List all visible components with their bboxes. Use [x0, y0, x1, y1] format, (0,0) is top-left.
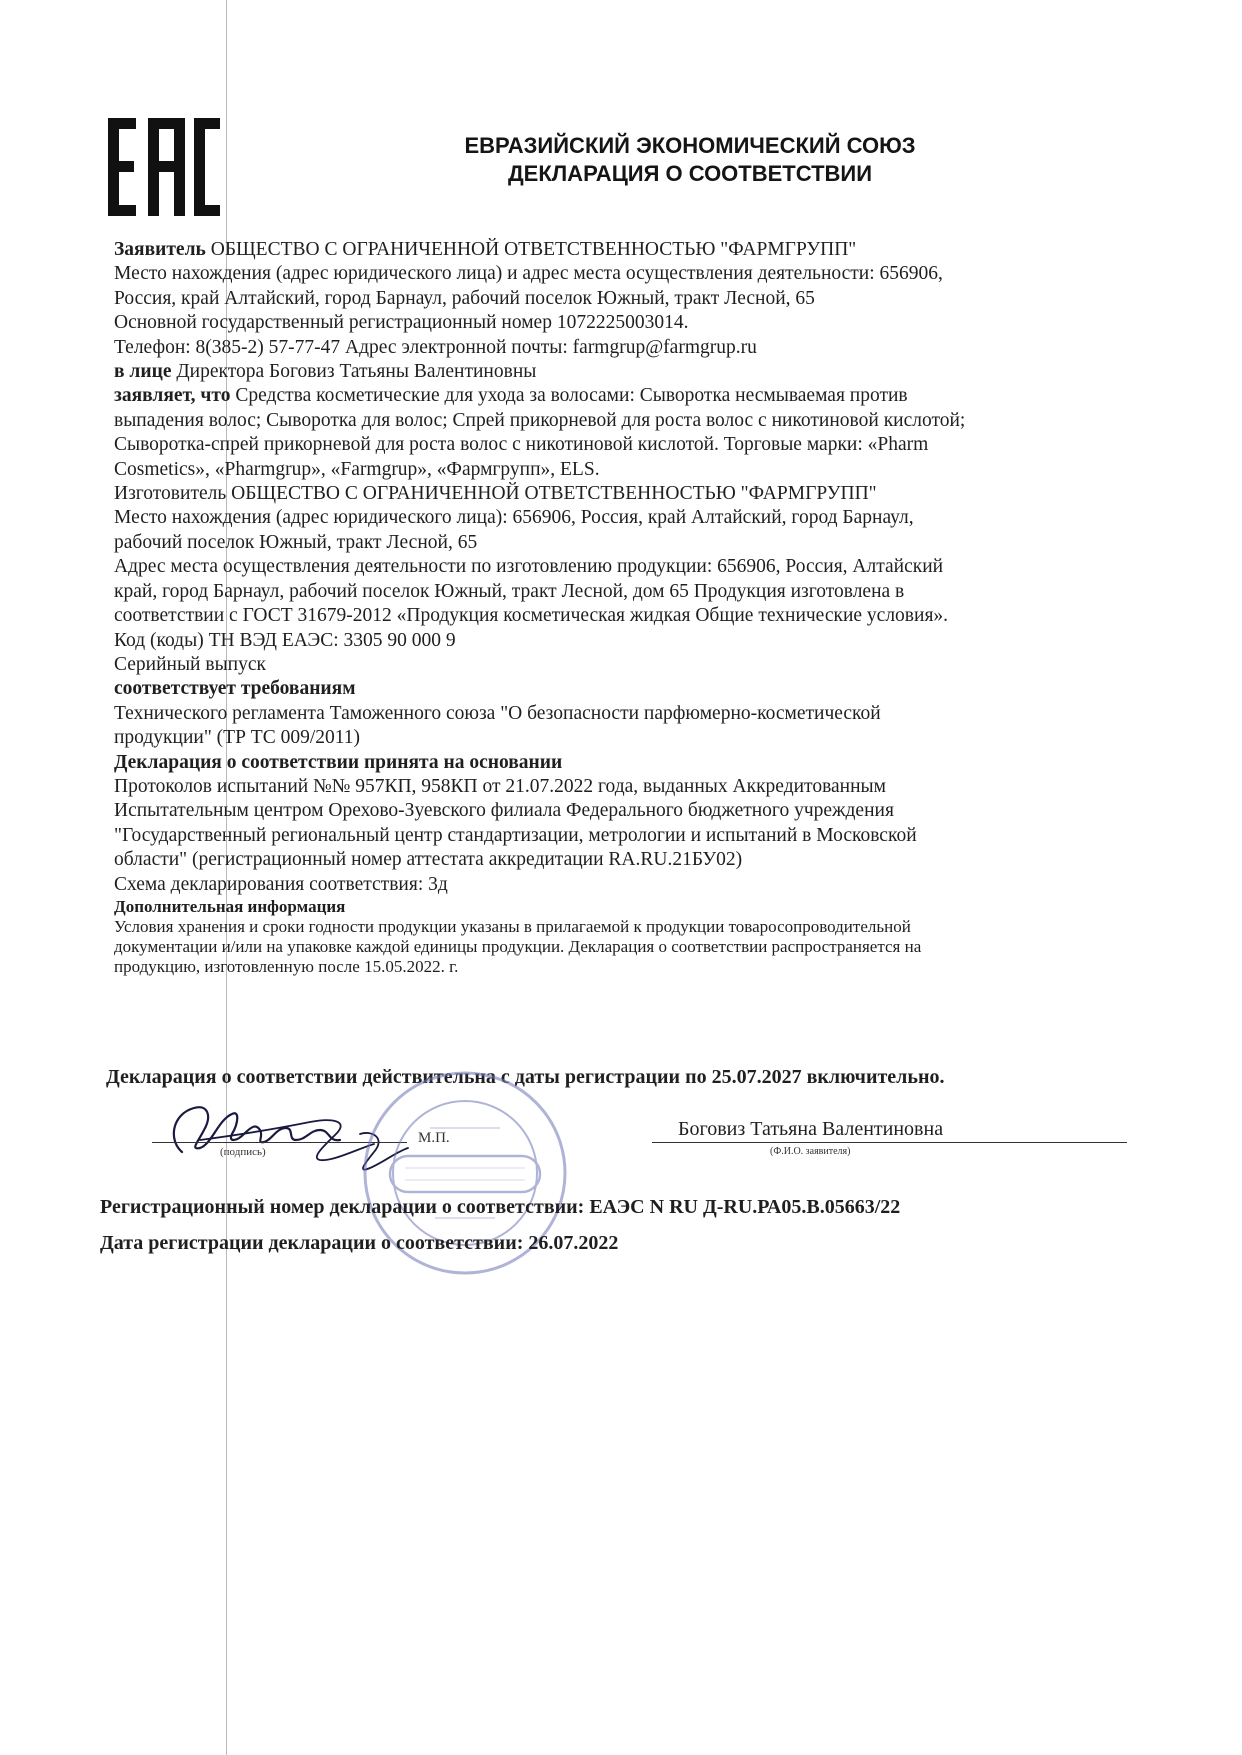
applicant-address-1: Место нахождения (адрес юридического лица) и адрес места осуществления деятельности: 656906, [114, 263, 943, 285]
applicant-line [114, 238, 1144, 262]
additional-info-1: Условия хранения и сроки годности продукции указаны в прилагаемой к продукции товаросопроводительной [114, 916, 911, 936]
applicant-name: ОБЩЕСТВО С ОГРАНИЧЕННОЙ ОТВЕТСТВЕННОСТЬЮ "ФАРМГРУПП" [205, 239, 857, 260]
manufacturer-line: Изготовитель ОБЩЕСТВО С ОГРАНИЧЕННОЙ ОТВЕТСТВЕННОСТЬЮ "ФАРМГРУПП" [114, 483, 877, 505]
applicant-label: Заявитель [114, 239, 206, 260]
fio-caption: (Ф.И.О. заявителя) [770, 1146, 851, 1157]
registration-number: Регистрационный номер декларации о соответствии: ЕАЭС N RU Д-RU.РА05.В.05663/22 [100, 1196, 901, 1218]
declares-label: заявляет, что [114, 385, 231, 407]
applicant-address-2: Россия, край Алтайский, город Барнаул, рабочий поселок Южный, тракт Лесной, 65 [114, 287, 815, 309]
signature-caption: (подпись) [220, 1146, 266, 1158]
production-address-1: Адрес места осуществления деятельности по изготовлению продукции: 656906, Россия, Алтайский [114, 556, 944, 578]
basis-line-1: Протоколов испытаний №№ 957КП, 958КП от 21.07.2022 года, выданных Аккредитованным [114, 775, 886, 797]
declaration-title: ДЕКЛАРАЦИЯ О СООТВЕТСТВИИ [507, 161, 873, 186]
conforms-label: соответствует требованиям [114, 678, 356, 700]
declares-line-3: Сыворотка-спрей прикорневой для роста волос с никотиновой кислотой. Торговые марки: «Pharm [114, 434, 929, 456]
additional-info-3: продукцию, изготовленную после 15.05.2022. г. [114, 956, 459, 976]
eac-mark-icon [108, 118, 220, 221]
regulation-line-2: продукции" (ТР ТС 009/2011) [114, 727, 361, 749]
represented-label: в лице [114, 361, 172, 383]
represented-by: Директора Боговиз Татьяны Валентиновны [171, 361, 537, 383]
declares-text-1: Средства косметические для ухода за волосами: Сыворотка несмываемая против [230, 385, 908, 407]
declares-line-2: выпадения волос; Сыворотка для волос; Спрей прикорневой для роста волос с никотиновой кислотой; [114, 409, 966, 431]
applicant-contacts: Телефон: 8(385-2) 57-77-47 Адрес электронной почты: farmgrup@farmgrup.ru [114, 336, 757, 358]
production-address-2: край, город Барнаул, рабочий поселок Южный, тракт Лесной, дом 65 Продукция изготовлена в [114, 580, 905, 602]
regulation-line-1: Технического регламента Таможенного союза "О безопасности парфюмерно-косметической [114, 702, 881, 724]
additional-info-label: Дополнительная информация [114, 896, 346, 916]
basis-line-4: области" (регистрационный номер аттестата аккредитации RA.RU.21БУ02) [114, 849, 743, 871]
registration-date: Дата регистрации декларации о соответствии: 26.07.2022 [100, 1232, 619, 1254]
manufacturer-address-1: Место нахождения (адрес юридического лица): 656906, Россия, край Алтайский, город Барнаул, [114, 507, 914, 529]
declaration-scheme: Схема декларирования соответствия: 3д [114, 873, 448, 895]
manufacturer-address-2: рабочий поселок Южный, тракт Лесной, 65 [114, 531, 478, 553]
tnved-code: Код (коды) ТН ВЭД ЕАЭС: 3305 90 000 9 [114, 629, 456, 651]
declares-line-1 [114, 384, 1144, 408]
serial-release: Серийный выпуск [114, 653, 266, 675]
additional-info-2: документации и/или на упаковке каждой единицы продукции. Декларация о соответствии распространяется на [114, 936, 922, 956]
basis-line-2: Испытательным центром Орехово-Зуевского филиала Федерального бюджетного учреждения [114, 800, 894, 822]
applicant-ogrn: Основной государственный регистрационный номер 1072225003014. [114, 312, 689, 334]
document-header [380, 132, 1000, 188]
represented-line [114, 360, 1144, 384]
name-line [652, 1142, 1127, 1143]
basis-label: Декларация о соответствии принята на основании [114, 751, 563, 773]
declares-line-4: Cosmetics», «Pharmgrup», «Farmgrup», «Фармгрупп», ELS. [114, 458, 600, 480]
signer-name: Боговиз Татьяна Валентиновна [678, 1118, 944, 1140]
production-address-3: соответствии с ГОСТ 31679-2012 «Продукция косметическая жидкая Общие технические условия». [114, 605, 949, 627]
stamp-place-label: М.П. [418, 1130, 450, 1146]
validity-statement: Декларация о соответствии действительна с даты регистрации по 25.07.2027 включительно. [106, 1066, 945, 1088]
union-title: ЕВРАЗИЙСКИЙ ЭКОНОМИЧЕСКИЙ СОЮЗ [464, 133, 916, 158]
signature-row [150, 1100, 1130, 1180]
basis-line-3: "Государственный региональный центр стандартизации, метрологии и испытаний в Московской [114, 824, 917, 846]
declaration-body [114, 238, 1144, 977]
